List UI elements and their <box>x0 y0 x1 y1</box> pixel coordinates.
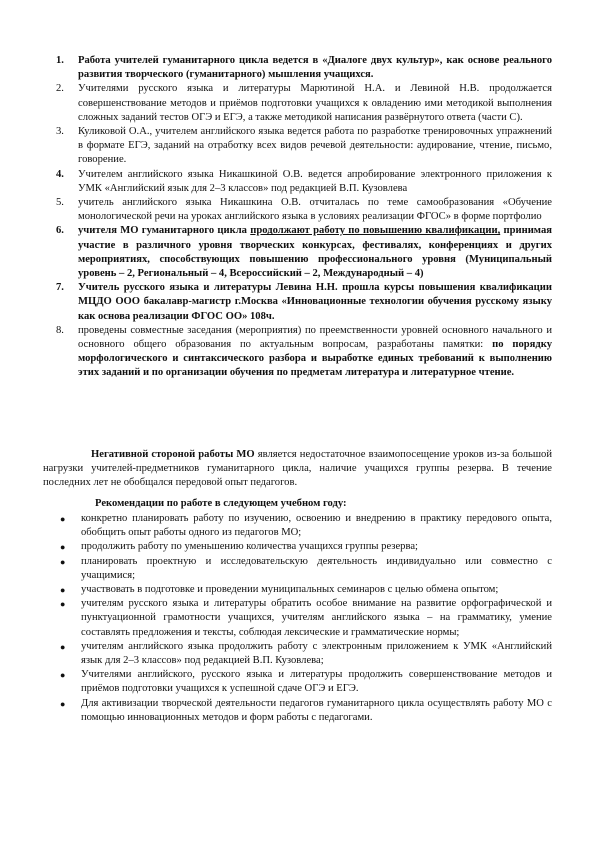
item-text: Работа учителей гуманитарного цикла ведется в «Диалоге двух культур», как основе реального развития творческого (гуманитарного) мышления учащихся. <box>78 55 552 81</box>
list-item <box>56 54 552 82</box>
item-text: Учителями английского, русского языка и литературы продолжить совершенствование методов и приёмов подготовки учащихся к успешной сдаче ОГЭ и ЕГЭ. <box>81 669 552 695</box>
achievements-list <box>56 54 552 381</box>
bullet-icon: ● <box>60 670 66 681</box>
item-number: 2. <box>56 83 64 95</box>
bullet-icon: ● <box>60 698 66 709</box>
item-text: Учителем английского языка Никашкиной О.В. ведется апробирование электронного приложения к УМК «Английский язык для 2–3 классов» под редакцией В.П. Кузовлева <box>78 168 552 194</box>
item-text-part: учителя МО гуманитарного цикла <box>78 225 251 237</box>
recommendations-title: Рекомендации по работе в следующем учебном году: <box>95 498 347 509</box>
item-text: учителям английского языка продолжить работу с электронным приложением к УМК «Английский язык для 2–3 классов» под редакцией В.П. Кузовлева; <box>81 640 552 667</box>
bullet-icon: ● <box>60 514 66 524</box>
item-text: участвовать в подготовке и проведении муниципальных семинаров с целью обмена опытом; <box>81 584 499 596</box>
item-text: Куликовой О.А., учителем английского языка ведется работа по разработке тренировочных упражнений в формате ЕГЭ, заданий на отработку всех видов речевой деятельности: аудирование, чтение, письмо, говорение. <box>78 126 552 166</box>
bullet-icon: ● <box>60 641 66 652</box>
item-text-underlined: продолжают работу по повышению квалификации, <box>250 225 501 237</box>
item-text: Учителями русского языка и литературы Марютиной Н.А. и Левиной Н.В. продолжается совершенствование методов и приёмов подготовки учащихся к овладению ими методикой выполнения сложных заданий тестов ОГЭ и ЕГЭ, а также методикой написания развёрнутого ответа (части С). <box>78 83 552 123</box>
list-item <box>60 668 552 696</box>
negative-text: является недостаточное взаимопосещение уроков из-за большой нагрузки учителей-предметников гуманитарного цикла, наличие учащихся группы резерва. В течение последних лет не обобщался передовой опыт педагогов. <box>43 449 553 489</box>
item-text: планировать проектную и исследовательскую деятельность индивидуально или совместно с учащимися; <box>81 555 552 581</box>
list-item <box>60 583 552 597</box>
item-number: 7. <box>56 282 64 294</box>
item-number: 4. <box>56 168 64 180</box>
negative-heading: Негативной стороной работы МО <box>91 449 255 460</box>
item-text-bold: по порядку морфологического и синтаксического разбора и выработке единых требований к выполнению этих заданий и по организации обучения по предметам литература и литературное чтение. <box>78 339 553 379</box>
item-number: 5. <box>56 197 64 209</box>
item-text: продолжить работу по уменьшению количества учащихся группы резерва; <box>81 541 418 553</box>
list-item <box>60 512 552 540</box>
list-item <box>56 82 552 125</box>
list-item <box>60 640 552 668</box>
list-item <box>60 597 552 640</box>
item-text <box>78 324 552 381</box>
item-text: Учитель русского языка и литературы Левина Н.Н. прошла курсы повышения квалификации МЦДО ООО бакалавр-магистр г.Москва «Инновационные технологии обучения русскому языку как основа реализации ФГОС ОО» 108ч. <box>78 282 552 322</box>
item-number: 3. <box>56 126 64 138</box>
list-item <box>56 224 552 281</box>
bullet-icon: ● <box>60 585 66 596</box>
item-text: конкретно планировать работу по изучению, освоению и внедрению в практику передового опыта, обобщить опыт работы одного из педагогов МО; <box>81 513 552 539</box>
item-text: Для активизации творческой деятельности педагогов гуманитарного цикла осуществлять работу МО с помощью инновационных методов и форм работы с педагогами. <box>81 697 552 723</box>
list-item <box>56 324 552 381</box>
item-number: 8. <box>56 324 64 336</box>
negative-paragraph <box>43 448 552 491</box>
list-item <box>56 125 552 168</box>
list-item <box>56 281 552 324</box>
item-text: учителям русского языка и литературы обратить особое внимание на развитие орфографической и пунктуационной грамотности учащихся, учителям английского языка – на грамматику, умение составлять предложения и тексты, соблюдая лексические и грамматические нормы; <box>81 598 552 638</box>
list-item <box>60 555 552 583</box>
item-text <box>78 224 552 281</box>
list-item <box>56 196 552 224</box>
item-text: учитель английского языка Никашкина О.В. отчиталась по теме самообразования «Обучение монологической речи на уроках английского языка в условиях реализации ФГОС» в форме портфолио <box>78 197 552 223</box>
item-number: 6. <box>56 225 64 237</box>
item-text-part: принимая участие в различного уровня творческих конкурсах, фестивалях, конференциях и других мероприятиях, способствующих повышению профессионального уровня (Муниципальный уровень – 2, Региональный – 4, Всероссийский – 2, Международный – 4) <box>78 225 552 280</box>
list-item <box>60 697 552 725</box>
item-text-part: проведены совместные заседания (мероприятия) по преемственности уровней основного начального и основного общего образования по актуальным вопросам, разработаны памятки: <box>78 324 552 351</box>
bullet-icon: ● <box>60 599 66 610</box>
bullet-icon: ● <box>60 556 66 567</box>
recommendations-list <box>60 512 552 725</box>
list-item <box>60 540 552 554</box>
list-item <box>56 168 552 196</box>
item-number: 1. <box>56 55 64 66</box>
bullet-icon: ● <box>60 542 66 553</box>
